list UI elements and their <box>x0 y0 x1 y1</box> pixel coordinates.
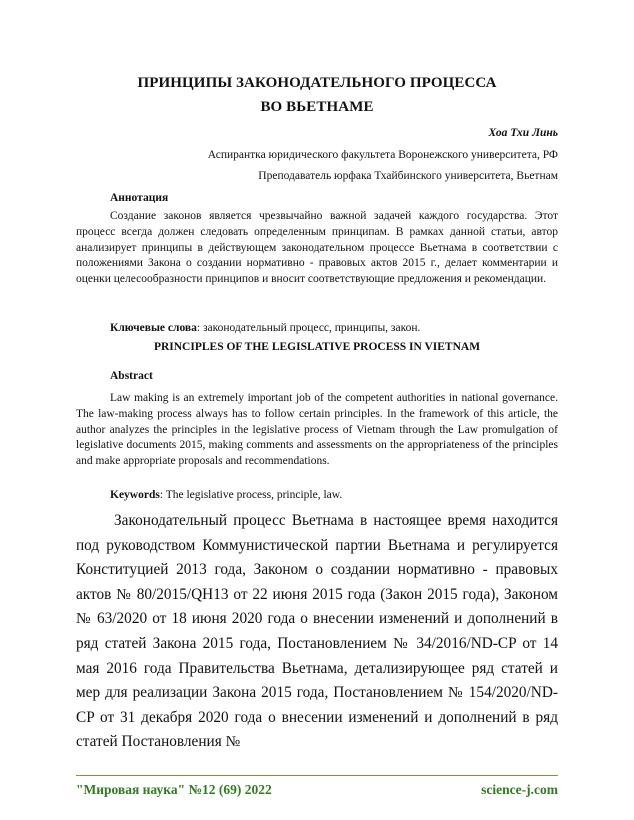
keywords-en-text: : The legislative process, principle, law. <box>159 489 343 501</box>
english-title: PRINCIPLES OF THE LEGISLATIVE PROCESS IN VIETNAM <box>153 341 481 353</box>
author-name: Хоа Тхи Линь <box>488 127 558 139</box>
footer-divider <box>76 775 558 776</box>
keywords-en-label: Keywords <box>110 489 160 501</box>
abstract-text: Law making is an extremely important job of the competent authorities in national governance. The law-making process always has to follow certain principles. In the framework of this article, the author analyzes the principles in the legislative process of Vietnam through the Law promulgation of legislative documents 2015, making comments and assessments on the appropriateness of the principles and make appropriate proposals and recommendations. <box>76 392 558 468</box>
journal-website-link[interactable]: science-j.com <box>481 782 558 797</box>
keywords-ru-text: : законодательный процесс, принципы, закон. <box>196 322 421 334</box>
annotation-heading: Аннотация <box>110 192 169 204</box>
author-affiliation-1: Аспирантка юридического факультета Воронежского университета, РФ <box>207 149 558 161</box>
keywords-ru-label: Ключевые слова <box>110 322 197 334</box>
article-title-line-2: ВО ВЬЕТНАМЕ <box>260 99 374 115</box>
abstract-heading: Abstract <box>110 370 153 382</box>
article-title-line-1: ПРИНЦИПЫ ЗАКОНОДАТЕЛЬНОГО ПРОЦЕССА <box>137 75 497 91</box>
author-affiliation-2: Преподаватель юрфака Тхайбинского университета, Вьетнам <box>258 170 558 182</box>
keywords-en <box>110 488 560 504</box>
body-paragraph: Законодательный процесс Вьетнама в настоящее время находится под руководством Коммунистической партии Вьетнама и регулируется Конституцией 2013 года, Законом о создании нормативно - правовых актов № 80/2015/QH13 от 22 июня 2015 года (Закон 2015 года), Законом № 63/2020 от 18 июня 2020 года о внесении изменений и дополнений в ряд статей Закона 2015 года, Постановлением № 34/2016/ND-CP от 14 мая 2016 года Правительства Вьетнама, детализирующее ряд статей и мер для реализации Закона 2015 года, Постановлением № 154/2020/ND-CP от 31 декабря 2020 года о внесении изменений и дополнений в ряд статей Постановления № <box>76 512 558 751</box>
annotation-text: Создание законов является чрезвычайно важной задачей каждого государства. Этот процесс всегда должен следовать определенным принципам. В рамках данной статьи, автор анализирует принципы в действующем законодательном процессе Вьетнама в соответствии с положениями Закона о создании нормативно - правовых актов 2015 г., делает комментарии и оценки целесообразности принципов и вносит соответствующие предложения и рекомендации. <box>76 210 558 286</box>
keywords-ru <box>110 321 560 337</box>
journal-name: "Мировая наука" №12 (69) 2022 <box>76 782 272 797</box>
